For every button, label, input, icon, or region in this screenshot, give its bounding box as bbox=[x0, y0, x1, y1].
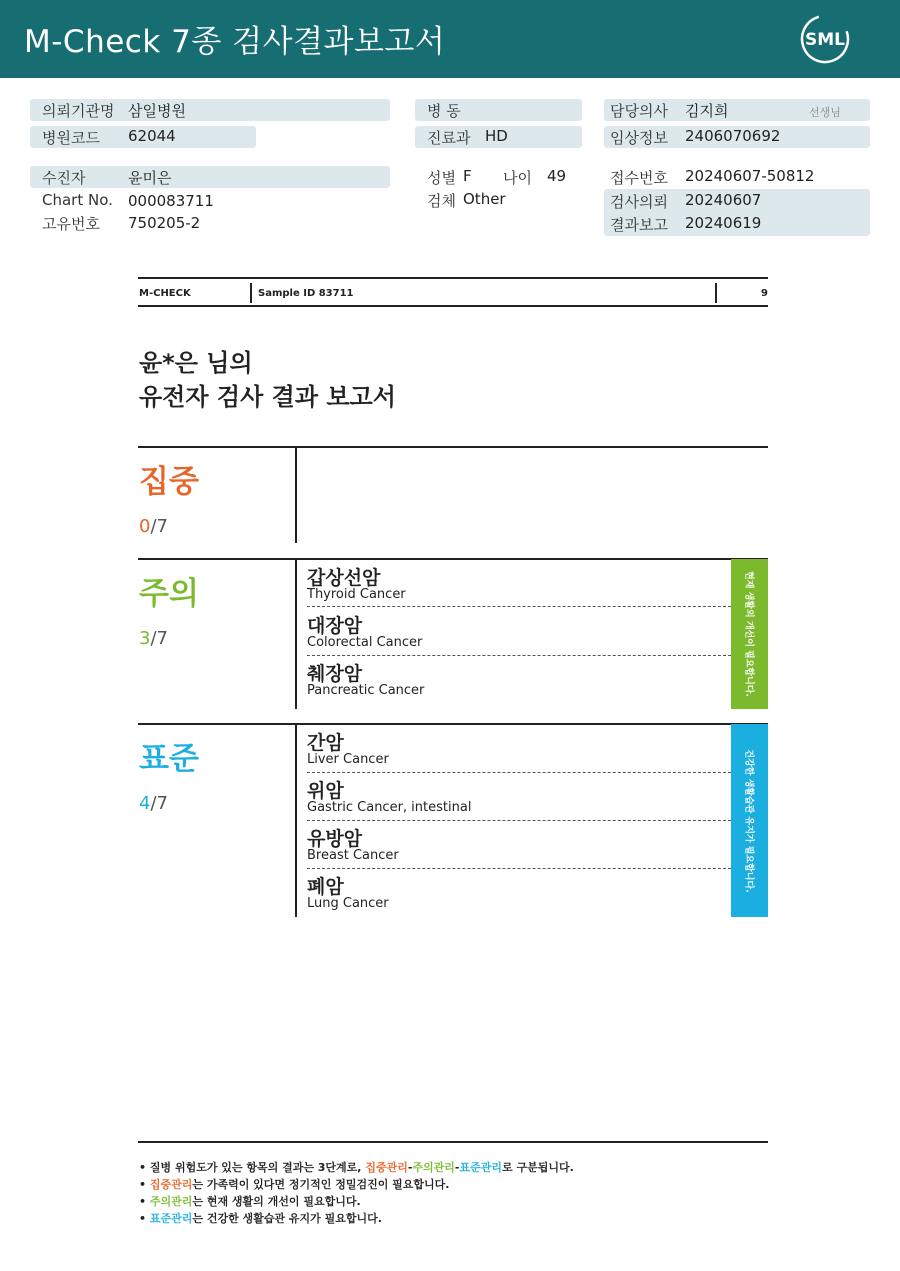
department-label: 진료과 bbox=[427, 129, 471, 147]
institution-value: 삼일병원 bbox=[128, 102, 186, 120]
focus-title: 집중 bbox=[139, 464, 199, 500]
item-separator bbox=[307, 820, 731, 821]
doctor-label: 담당의사 bbox=[610, 102, 668, 120]
receipt-no-label: 접수번호 bbox=[610, 169, 668, 187]
hospital-code-label: 병원코드 bbox=[42, 129, 100, 147]
age-value: 49 bbox=[547, 167, 567, 185]
specimen-label: 검체 bbox=[427, 192, 456, 210]
report-date-label: 결과보고 bbox=[610, 216, 668, 234]
header-banner bbox=[0, 0, 900, 78]
item-separator bbox=[307, 868, 731, 869]
caution-item-en: Thyroid Cancer bbox=[307, 587, 406, 602]
doctor-suffix: 선생님 bbox=[809, 106, 841, 119]
age-label: 나이 bbox=[503, 169, 532, 187]
brand-label: M-CHECK bbox=[139, 288, 191, 299]
unique-no-label: 고유번호 bbox=[42, 215, 100, 233]
item-separator bbox=[307, 606, 731, 607]
focus-count: 0/7 bbox=[139, 516, 168, 537]
standard-count: 4/7 bbox=[139, 793, 168, 814]
caution-item-ko: 대장암 bbox=[307, 615, 363, 637]
standard-side-note: 건강한 생활습관 유지가 필요합니다. bbox=[743, 748, 753, 893]
standard-side-bar bbox=[731, 724, 768, 917]
caution-title: 주의 bbox=[139, 576, 199, 612]
doctor-value: 김지희 bbox=[685, 102, 729, 120]
brand-divider bbox=[250, 283, 252, 303]
sub-rule bbox=[138, 305, 768, 307]
caution-count: 3/7 bbox=[139, 628, 168, 649]
caution-item-en: Pancreatic Cancer bbox=[307, 683, 425, 698]
caution-item-ko: 췌장암 bbox=[307, 663, 363, 685]
standard-item-en: Gastric Cancer, intestinal bbox=[307, 800, 472, 815]
ward-label: 병 동 bbox=[427, 102, 461, 120]
sml-logo-icon bbox=[798, 12, 852, 66]
receipt-no-value: 20240607-50812 bbox=[685, 167, 815, 185]
focus-divider bbox=[295, 446, 297, 543]
standard-item-en: Liver Cancer bbox=[307, 752, 389, 767]
caution-side-note: 현재 생활의 개선이 필요합니다. bbox=[743, 571, 753, 697]
standard-rule bbox=[138, 723, 768, 725]
report-header-title: M-Check 7종 검사결과보고서 bbox=[24, 24, 446, 60]
standard-item-ko: 위암 bbox=[307, 780, 344, 802]
note-line-2: • 집중관리는 가족력이 있다면 정기적인 정밀검진이 필요합니다. bbox=[139, 1178, 450, 1191]
unique-no-value: 750205-2 bbox=[128, 214, 201, 232]
department-value: HD bbox=[485, 127, 508, 145]
focus-rule bbox=[138, 446, 768, 448]
standard-item-ko: 간암 bbox=[307, 732, 344, 754]
note-line-1: • 질병 위험도가 있는 항목의 결과는 3단계로, 집중관리-주의관리-표준관리로 구분됩니다. bbox=[139, 1161, 574, 1174]
hospital-code-value: 62044 bbox=[128, 127, 176, 145]
chart-no-label: Chart No. bbox=[42, 191, 113, 209]
clinical-info-label: 임상정보 bbox=[610, 129, 668, 147]
chart-no-value: 000083711 bbox=[128, 192, 214, 210]
standard-item-en: Lung Cancer bbox=[307, 896, 389, 911]
patient-value: 윤미은 bbox=[128, 169, 172, 187]
standard-item-ko: 유방암 bbox=[307, 828, 363, 850]
institution-label: 의뢰기관명 bbox=[42, 102, 115, 120]
caution-side-bar bbox=[731, 559, 768, 709]
caution-item-en: Colorectal Cancer bbox=[307, 635, 423, 650]
page-number: 9 bbox=[761, 288, 768, 299]
top-rule bbox=[138, 277, 768, 279]
request-date-label: 검사의뢰 bbox=[610, 193, 668, 211]
patient-label: 수진자 bbox=[42, 169, 86, 187]
footer-rule bbox=[138, 1141, 768, 1143]
sex-value: F bbox=[463, 167, 472, 185]
caution-divider bbox=[295, 558, 297, 709]
standard-title: 표준 bbox=[139, 741, 199, 777]
caution-rule bbox=[138, 558, 768, 560]
standard-divider bbox=[295, 723, 297, 917]
page-divider bbox=[715, 283, 717, 303]
report-title-line1: 윤*은 님의 bbox=[139, 349, 253, 377]
note-line-3: • 주의관리는 현재 생활의 개선이 필요합니다. bbox=[139, 1195, 361, 1208]
sample-id: Sample ID 83711 bbox=[258, 288, 354, 299]
item-separator bbox=[307, 655, 731, 656]
clinical-info-value: 2406070692 bbox=[685, 127, 781, 145]
item-separator bbox=[307, 772, 731, 773]
logo-text: SML bbox=[805, 30, 845, 50]
report-date-value: 20240619 bbox=[685, 214, 762, 232]
caution-item-ko: 갑상선암 bbox=[307, 567, 381, 589]
report-title-line2: 유전자 검사 결과 보고서 bbox=[139, 383, 396, 411]
standard-item-en: Breast Cancer bbox=[307, 848, 399, 863]
request-date-value: 20240607 bbox=[685, 191, 762, 209]
note-line-4: • 표준관리는 건강한 생활습관 유지가 필요합니다. bbox=[139, 1212, 382, 1225]
specimen-value: Other bbox=[463, 190, 506, 208]
standard-item-ko: 폐암 bbox=[307, 876, 344, 898]
sex-label: 성별 bbox=[427, 169, 456, 187]
